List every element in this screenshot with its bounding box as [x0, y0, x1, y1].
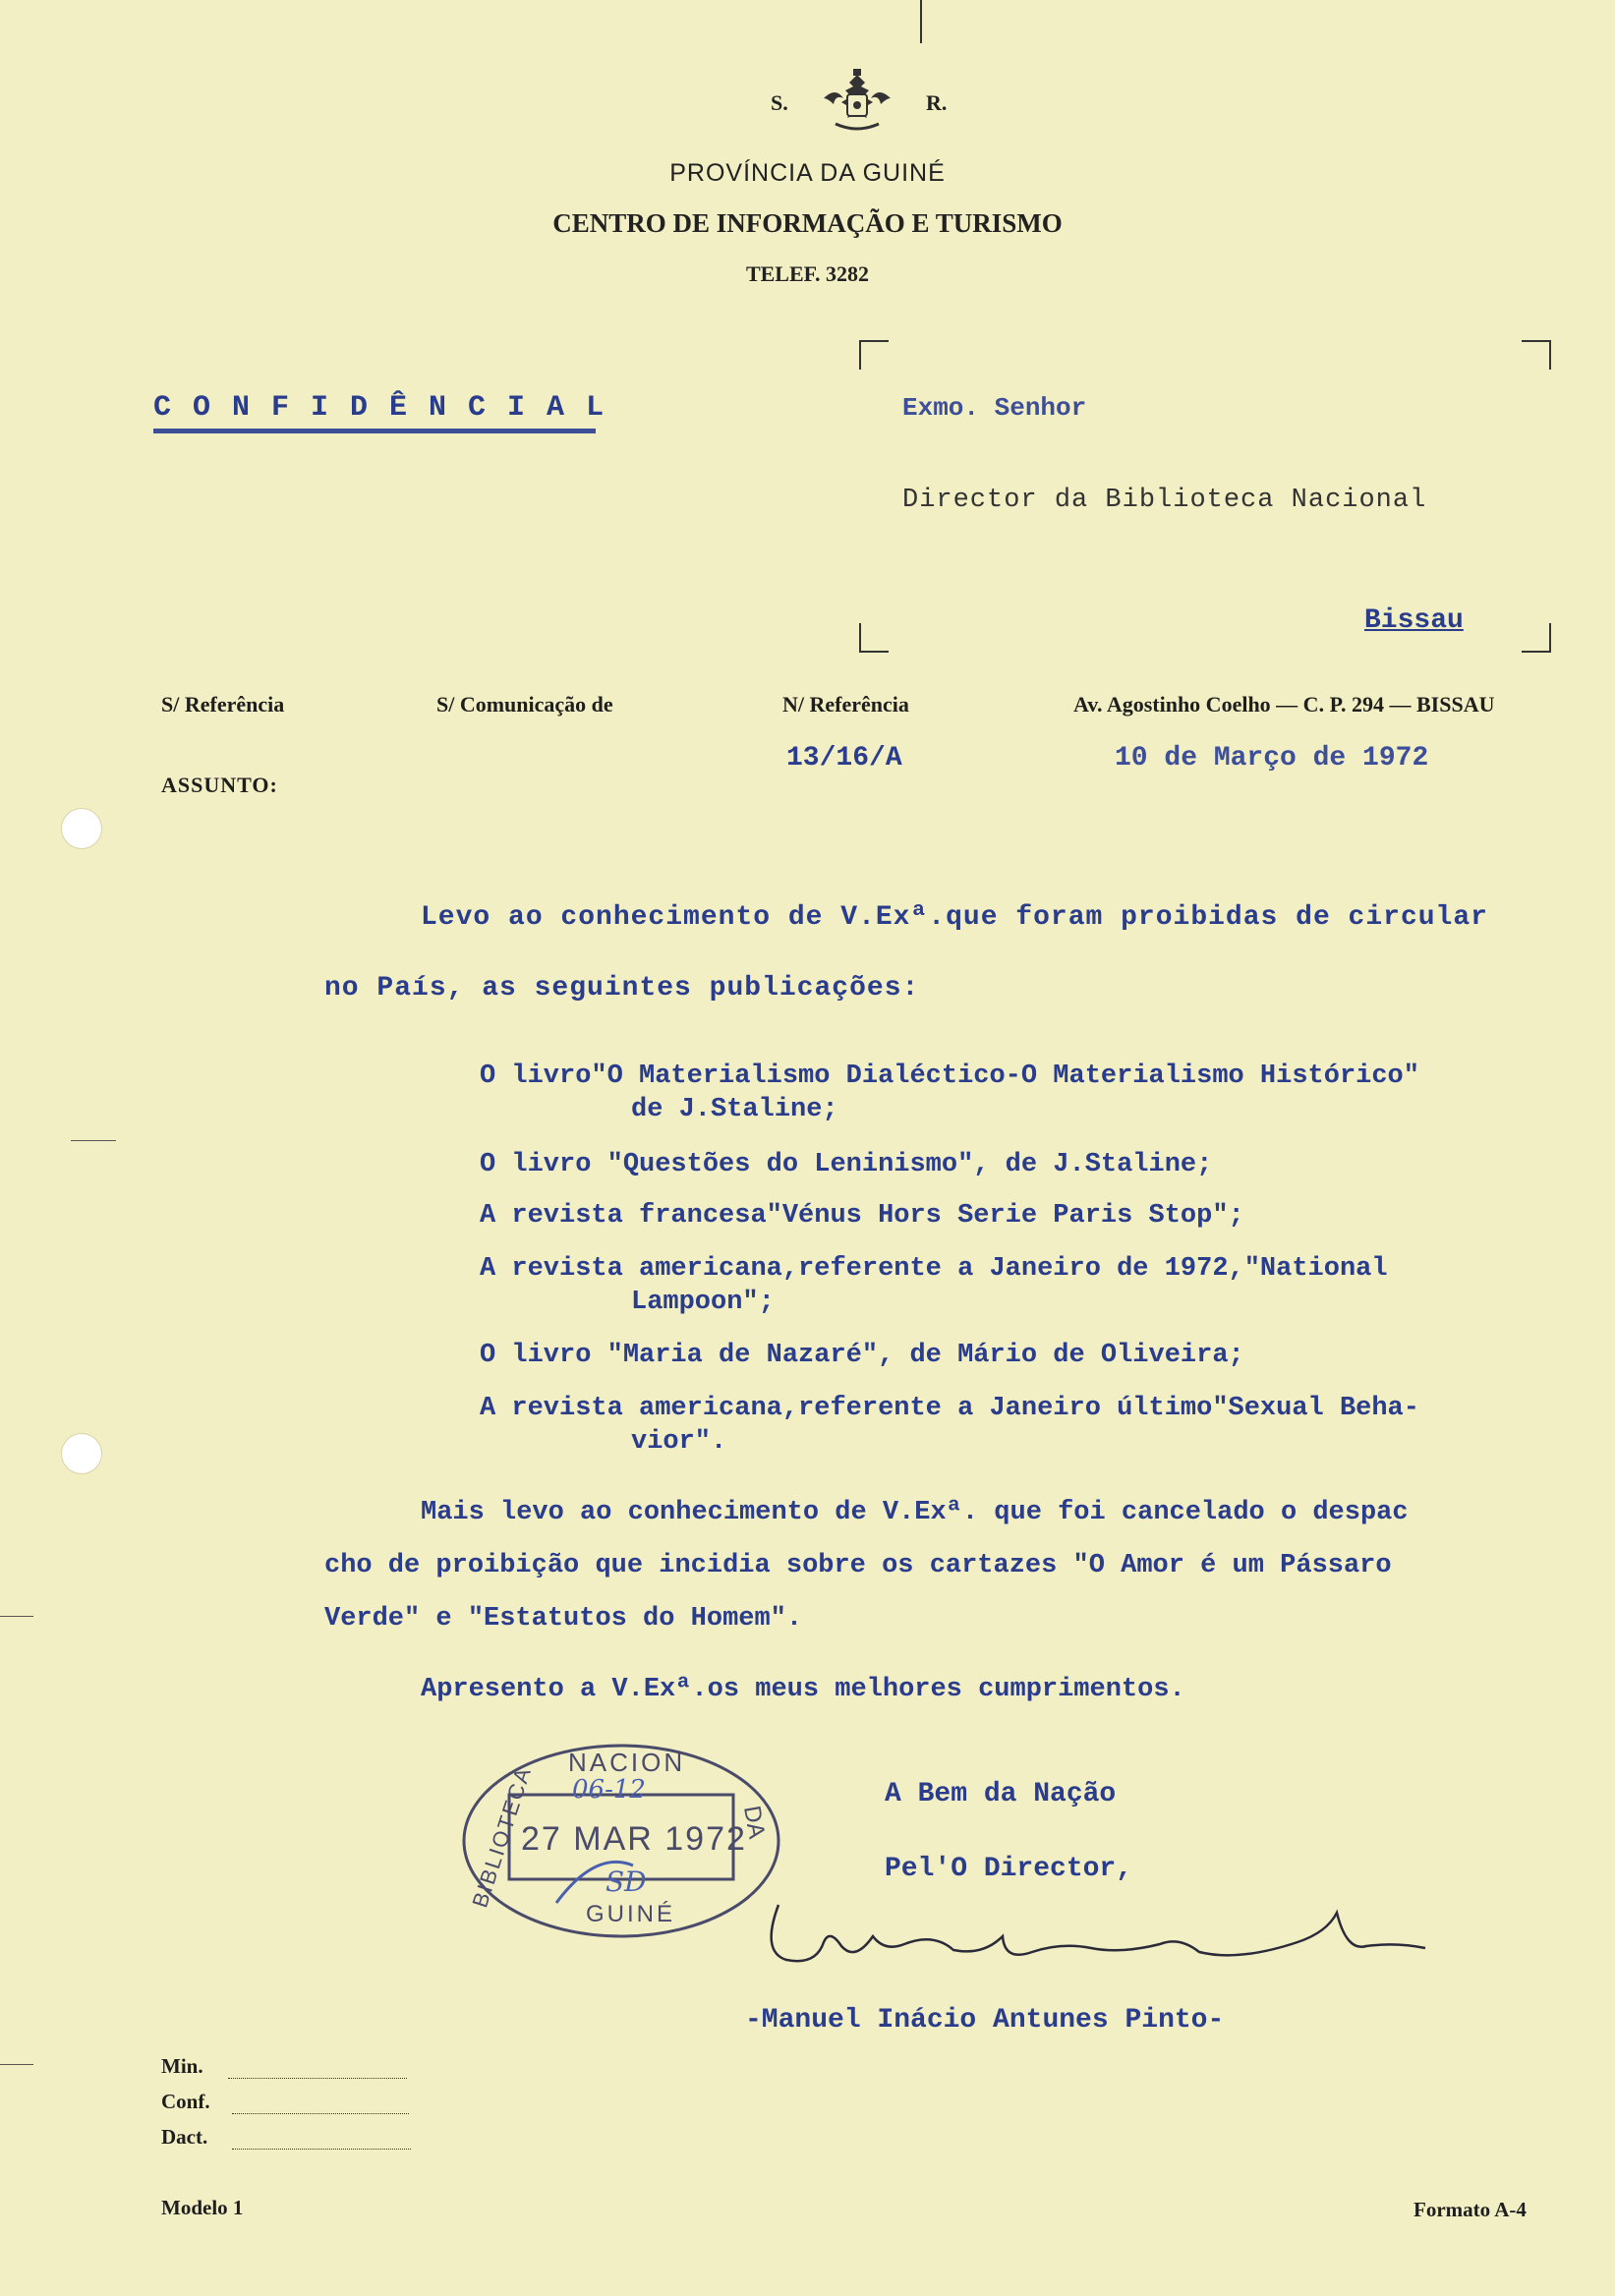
stamp-left-text: BIBLIOTECA	[467, 1762, 537, 1911]
sign-off-line-2: Pel'O Director,	[885, 1854, 1133, 1884]
stamp-bottom-text: GUINÉ	[586, 1901, 676, 1927]
top-edge-mark	[920, 0, 922, 43]
addressee-salutation: Exmo. Senhor	[902, 393, 1087, 423]
stamp-top-text: NACION	[568, 1748, 686, 1777]
our-reference-label: N/ Referência	[782, 692, 909, 717]
stamp-right-text: DA	[737, 1804, 771, 1841]
list-item-1-line-1: O livro"O Materialismo Dialéctico-O Materialismo Histórico"	[480, 1062, 1419, 1091]
signature-name-text	[875, 1946, 1059, 1964]
min-label: Min.	[161, 2054, 203, 2078]
office-address: Av. Agostinho Coelho — C. P. 294 — BISSAU	[1073, 692, 1495, 717]
list-item-6-line-1: A revista americana,referente a Janeiro último"Sexual Beha-	[480, 1394, 1419, 1423]
margin-tick	[0, 2064, 33, 2065]
margin-tick	[0, 1616, 33, 1617]
list-item-5: O livro "Maria de Nazaré", de Mário de Oliveira;	[480, 1341, 1244, 1370]
letter-date: 10 de Março de 1972	[1115, 743, 1429, 774]
province-name: PROVÍNCIA DA GUINÉ	[669, 159, 946, 187]
intro-line-2: no País, as seguintes publicações:	[324, 973, 920, 1004]
stamp-initials: SD	[606, 1866, 647, 1898]
sign-off-line-1: A Bem da Nação	[885, 1779, 1117, 1809]
list-item-2: O livro "Questões do Leninismo", de J.Staline;	[480, 1150, 1213, 1179]
subject-label: ASSUNTO:	[161, 773, 278, 797]
list-item-1-line-2: de J.Staline;	[631, 1095, 838, 1124]
para2-line-1: Mais levo ao conhecimento de V.Exª. que foi cancelado o despac	[421, 1498, 1409, 1527]
para2-line-2: cho de proibição que incidia sobre os cartazes "O Amor é um Pássaro	[324, 1551, 1392, 1580]
margin-tick	[71, 1140, 116, 1141]
punch-hole-bottom	[61, 1433, 102, 1474]
coat-of-arms-icon	[814, 69, 900, 140]
conf-line	[232, 2113, 409, 2114]
signatory-name: -Manuel Inácio Antunes Pinto-	[745, 2005, 1225, 2036]
addressee-title: Director da Biblioteca Nacional	[902, 486, 1427, 515]
r-mark: R.	[926, 90, 948, 115]
intro-line-1: Levo ao conhecimento de V.Exª.que foram proibidas de circular	[421, 902, 1488, 933]
stamp-date: 27 MAR 1972	[521, 1820, 747, 1858]
list-item-4-line-2: Lampoon";	[631, 1288, 775, 1317]
window-corner-tr	[1522, 340, 1551, 370]
our-reference-value: 13/16/A	[786, 743, 902, 774]
para2-line-3: Verde" e "Estatutos do Homem".	[324, 1604, 803, 1634]
paper-format: Formato A-4	[1413, 2198, 1527, 2221]
confidential-mark: C O N F I D Ê N C I A L	[153, 391, 606, 425]
window-corner-br	[1522, 623, 1551, 653]
conf-label: Conf.	[161, 2090, 210, 2113]
telephone: TELEF. 3282	[745, 261, 870, 286]
confidential-underline	[153, 429, 596, 433]
list-item-4-line-1: A revista americana,referente a Janeiro de 1972,"National	[480, 1254, 1388, 1284]
punch-hole-top	[61, 808, 102, 849]
handwritten-signature	[747, 1893, 1435, 1981]
stamp-handwritten-number: 06-12	[572, 1775, 646, 1805]
min-line	[228, 2078, 407, 2079]
centre-name: CENTRO DE INFORMAÇÃO E TURISMO	[552, 208, 1063, 238]
signature-scribble	[747, 1893, 1435, 1981]
dact-line	[232, 2149, 411, 2150]
your-reference-label: S/ Referência	[161, 692, 285, 717]
your-communication-label: S/ Comunicação de	[436, 692, 613, 717]
closing-line: Apresento a V.Exª.os meus melhores cumprimentos.	[421, 1675, 1185, 1704]
list-item-3: A revista francesa"Vénus Hors Serie Paris Stop";	[480, 1201, 1244, 1231]
dact-label: Dact.	[161, 2125, 208, 2149]
window-corner-bl	[859, 623, 889, 653]
library-receipt-stamp	[458, 1740, 784, 1942]
addressee-city: Bissau	[1364, 605, 1464, 636]
window-corner-tl	[859, 340, 889, 370]
list-item-6-line-2: vior".	[631, 1427, 727, 1457]
s-mark: S.	[771, 90, 788, 115]
form-model: Modelo 1	[161, 2196, 244, 2219]
